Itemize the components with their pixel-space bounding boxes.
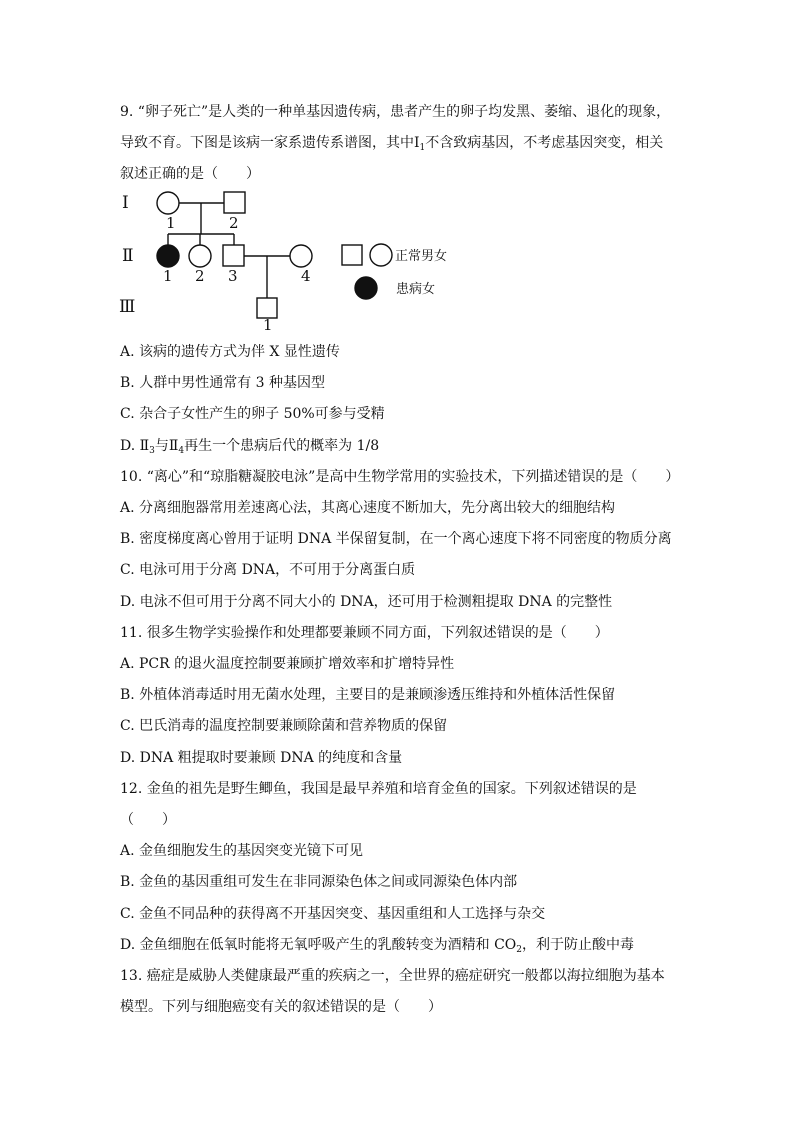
- q10-option-c: C. 电泳可用于分离 DNA，不可用于分离蛋白质: [120, 562, 416, 578]
- q12-option-b: B. 金鱼的基因重组可发生在非同源染色体之间或同源染色体内部: [120, 874, 518, 890]
- legend-female-symbol: [370, 244, 392, 266]
- q11-option-b: B. 外植体消毒适时用无菌水处理，主要目的是兼顾渗透压维持和外植体活性保留: [120, 687, 616, 703]
- gen2-number-2: 2: [195, 267, 205, 285]
- q13-stem-line-2: 模型。下列与细胞癌变有关的叙述错误的是（ ）: [120, 999, 442, 1015]
- gen1-number-2: 2: [229, 214, 239, 232]
- q11-stem: 11. 很多生物学实验操作和处理都要兼顾不同方面，下列叙述错误的是（ ）: [120, 625, 609, 641]
- legend-normal-label: 正常男女: [395, 249, 448, 264]
- gen2-number-3: 3: [228, 267, 238, 285]
- legend-male-symbol: [342, 245, 362, 265]
- gen1-female-1: [157, 192, 179, 214]
- q9-stem-line-2: 导致不育。下图是该病一家系遗传系谱图，其中$Ⅰ_1$不含致病基因，不考虑基因突变，相关: [120, 135, 664, 153]
- q9-option-d: D. $Ⅱ_3$与$Ⅱ_4$再生一个患病后代的概率为 1/8: [120, 438, 380, 456]
- q11-option-c: C. 巴氏消毒的温度控制要兼顾除菌和营养物质的保留: [120, 718, 448, 734]
- gen-label-2: Ⅱ: [122, 246, 134, 266]
- q9-stem-line-1: 9. “卵子死亡”是人类的一种单基因遗传病，患者产生的卵子均发黑、萎缩、退化的现象，: [120, 104, 671, 120]
- legend-affected-symbol: [355, 277, 377, 299]
- q10-option-a: A. 分离细胞器常用差速离心法，其离心速度不断加大，先分离出较大的细胞结构: [120, 500, 616, 516]
- q12-option-c: C. 金鱼不同品种的获得离不开基因突变、基因重组和人工选择与杂交: [120, 906, 546, 922]
- q9-stem-line-3: 叙述正确的是（ ）: [120, 166, 260, 182]
- gen2-male-3: [223, 245, 244, 266]
- q10-option-d: D. 电泳不但可用于分离不同大小的 DNA，还可用于检测粗提取 DNA 的完整性: [120, 594, 613, 610]
- gen-label-1: Ⅰ: [122, 193, 129, 213]
- legend-affected-label: 患病女: [396, 282, 436, 297]
- gen2-female-4: [290, 245, 312, 267]
- pedigree-chart: [110, 182, 490, 332]
- q13-stem-line-1: 13. 癌症是威胁人类健康最严重的疾病之一，全世界的癌症研究一般都以海拉细胞为基本: [120, 968, 665, 984]
- q12-option-d: D. 金鱼细胞在低氧时能将无氧呼吸产生的乳酸转变为酒精和 $CO_2$，利于防止酸中毒: [120, 937, 634, 955]
- gen2-female-2: [189, 245, 211, 267]
- q10-stem: 10. “离心”和“琼脂糖凝胶电泳”是高中生物学常用的实验技术，下列描述错误的是（ ）: [120, 469, 680, 485]
- gen-label-3: Ⅲ: [119, 297, 136, 317]
- gen1-male-2: [224, 192, 245, 213]
- q9-option-c: C. 杂合子女性产生的卵子 50%可参与受精: [120, 406, 385, 422]
- gen2-affected-female-1: [157, 245, 179, 267]
- q11-option-a: A. PCR 的退火温度控制要兼顾扩增效率和扩增特异性: [120, 656, 455, 672]
- gen1-number-1: 1: [166, 214, 176, 232]
- gen3-number-1: 1: [263, 316, 273, 332]
- q9-option-a: A. 该病的遗传方式为伴 X 显性遗传: [120, 344, 340, 360]
- q12-stem-line-2: （ ）: [120, 812, 176, 828]
- gen2-number-1: 1: [163, 267, 173, 285]
- gen2-number-4: 4: [301, 267, 311, 285]
- gen3-male-1: [257, 298, 277, 318]
- q12-option-a: A. 金鱼细胞发生的基因突变光镜下可见: [120, 843, 364, 859]
- q12-stem-line-1: 12. 金鱼的祖先是野生鲫鱼，我国是最早养殖和培育金鱼的国家。下列叙述错误的是: [120, 781, 637, 797]
- q10-option-b: B. 密度梯度离心曾用于证明 DNA 半保留复制，在一个离心速度下将不同密度的物质分离: [120, 531, 672, 547]
- q9-option-b: B. 人群中男性通常有 3 种基因型: [120, 375, 325, 391]
- q11-option-d: D. DNA 粗提取时要兼顾 DNA 的纯度和含量: [120, 750, 403, 766]
